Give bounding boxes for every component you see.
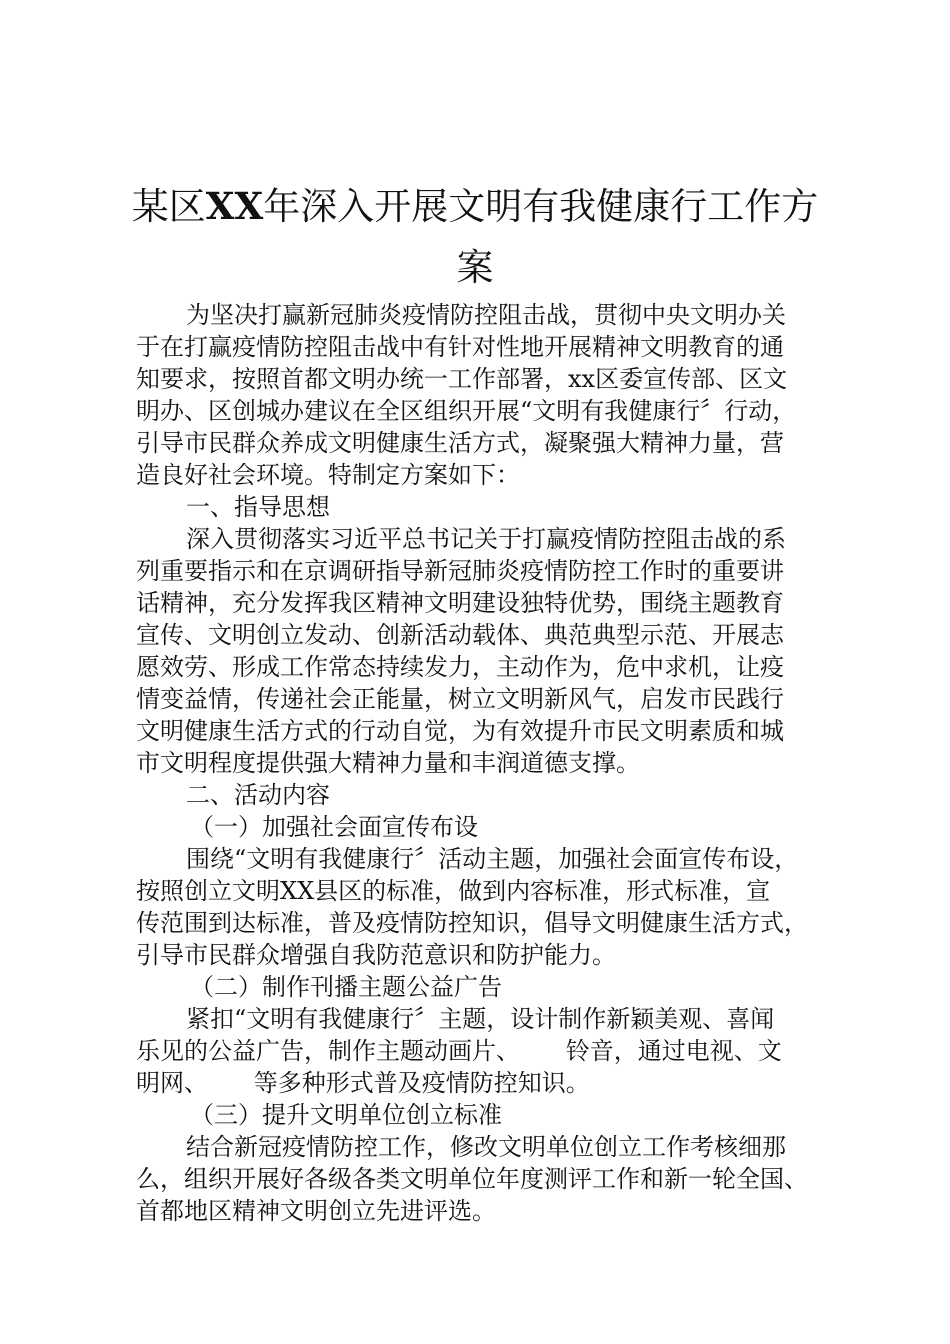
paragraph-line: 列重要指示和在京调研指导新冠肺炎疫情防控工作时的重要讲	[136, 557, 784, 585]
paragraph-line: 明办、区创城办建议在全区组织开展“文明有我健康行〞行动，	[136, 397, 797, 425]
paragraph-line: 么，组织开展好各级各类文明单位年度测评工作和新一轮全国、	[136, 1165, 808, 1193]
paragraph-line: 为坚决打赢新冠肺炎疫情防控阻击战，贯彻中央文明办关	[186, 301, 786, 329]
paragraph-line: 于在打赢疫情防控阻击战中有针对性地开展精神文明教育的通	[136, 333, 784, 361]
paragraph-line: 文明健康生活方式的行动自觉，为有效提升市民文明素质和城	[136, 717, 784, 745]
paragraph-line: 明网、 等多种形式普及疫情防控知识。	[136, 1069, 590, 1097]
subsection-heading: （一）加强社会面宣传布设	[190, 813, 478, 841]
title-part-1: 某区	[131, 185, 206, 228]
paragraph-line: 知要求，按照首都文明办统一工作部署，xx区委宣传部、区文	[136, 365, 788, 393]
paragraph-line: 围绕“文明有我健康行〞活动主题，加强社会面宣传布设，	[186, 845, 799, 873]
paragraph-line: 引导市民群众养成文明健康生活方式，凝聚强大精神力量，营	[136, 429, 784, 457]
paragraph-line: 造良好社会环境。特制定方案如下：	[136, 461, 520, 489]
paragraph-line: 深入贯彻落实习近平总书记关于打赢疫情防控阻击战的系	[186, 525, 786, 553]
subsection-heading: （三）提升文明单位创立标准	[190, 1101, 502, 1129]
paragraph-line: 引导市民群众增强自我防范意识和防护能力。	[136, 941, 616, 969]
paragraph-line: 愿效劳、形成工作常态持续发力，主动作为，危中求机，让疫	[136, 653, 784, 681]
paragraph-line: 市文明程度提供强大精神力量和丰润道德支撑。	[136, 749, 640, 777]
document-title	[100, 184, 850, 229]
paragraph-line: 话精神，充分发挥我区精神文明建设独特优势，围绕主题教育	[136, 589, 784, 617]
title-part-2: XX	[205, 184, 264, 228]
paragraph-line: 乐见的公益广告，制作主题动画片、 铃音，通过电视、文	[136, 1037, 782, 1065]
paragraph-line: 传范围到达标准，普及疫情防控知识，倡导文明健康生活方式，	[136, 909, 808, 937]
paragraph-line: 首都地区精神文明创立先进评选。	[136, 1197, 496, 1225]
paragraph-line: 紧扣“文明有我健康行〞主题，设计制作新颖美观、喜闻	[186, 1005, 775, 1033]
paragraph-line: 结合新冠疫情防控工作，修改文明单位创立工作考核细那	[186, 1133, 786, 1161]
subsection-heading: （二）制作刊播主题公益广告	[190, 973, 502, 1001]
paragraph-line: 宣传、文明创立发动、创新活动载体、典范典型示范、开展志	[136, 621, 784, 649]
section-heading: 一、指导思想	[186, 493, 330, 521]
paragraph-line: 情变益情，传递社会正能量，树立文明新风气，启发市民践行	[136, 685, 784, 713]
section-heading: 二、活动内容	[186, 781, 330, 809]
document-title-line-2: 案	[456, 246, 494, 289]
title-part-3: 年深入开展文明有我健康行工作方	[263, 185, 819, 228]
paragraph-line: 按照创立文明XX县区的标准，做到内容标准，形式标准，宣	[136, 877, 771, 905]
